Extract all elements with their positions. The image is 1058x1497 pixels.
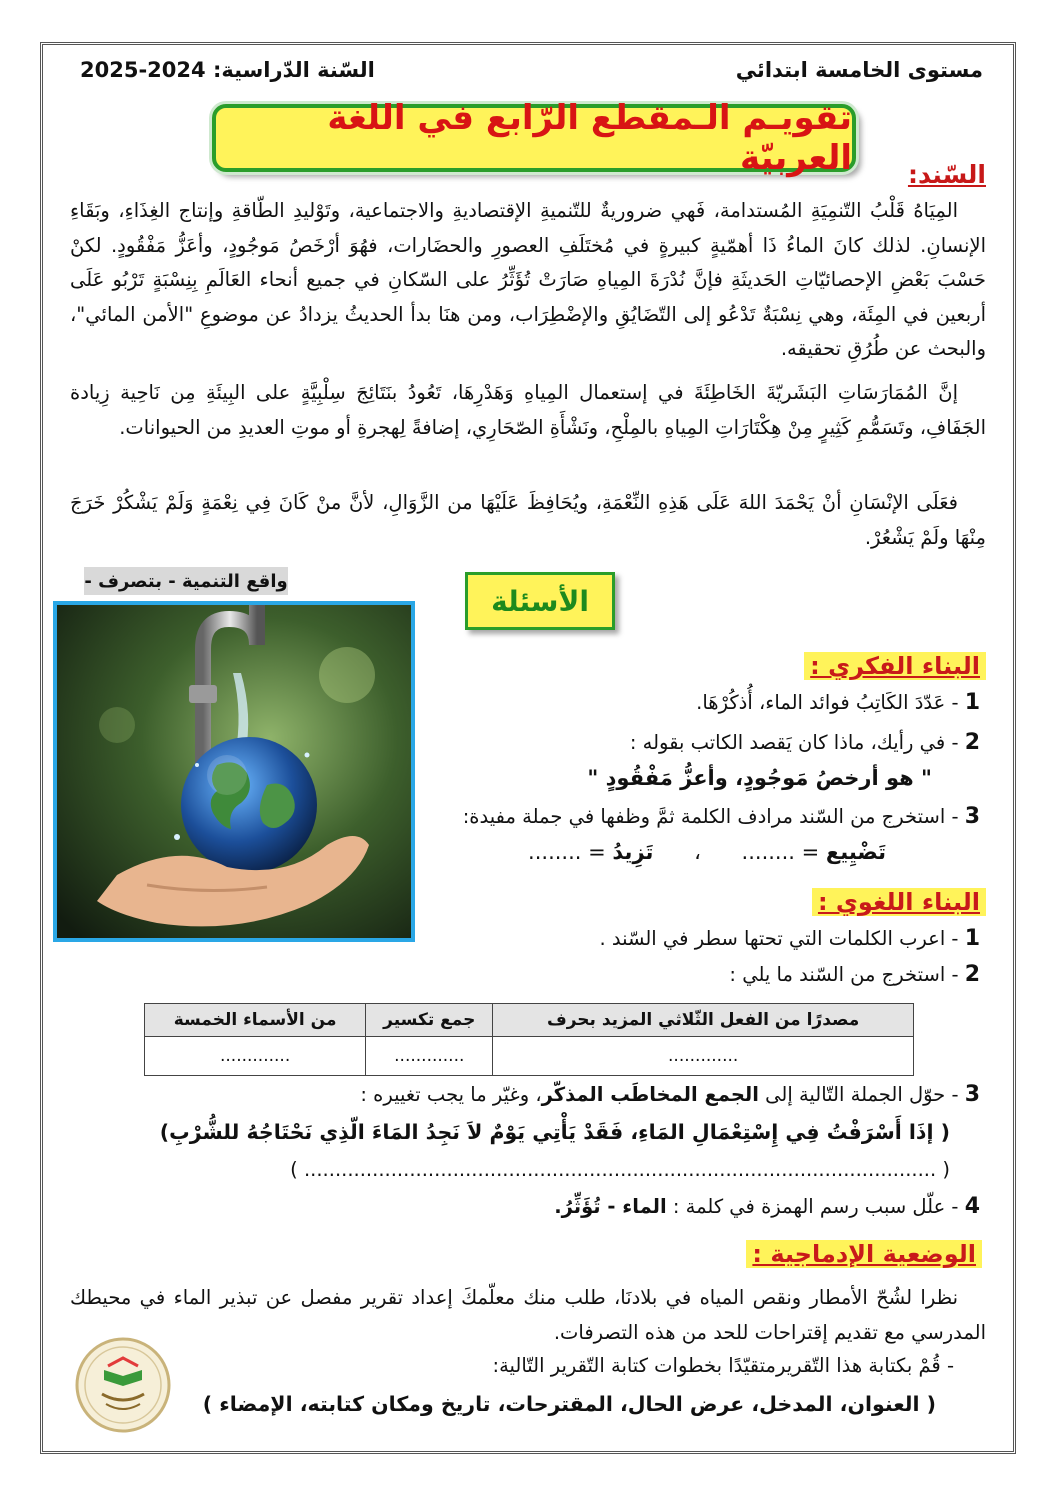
paragraph-2: إنَّ المُمَارَسَاتِ البَشَريّةَ الخَاطِئَةَ في إستعمال المِياهِ وَهَدْرِهَا، تَعُودُ بنَتَائِجَ سِلْبِيَّةٍ على البِيئَةِ مِن نَاحِية زِيادة الجَفَافِ، وتَسَمُّمِ كَثِيرٍ مِنْ هِكْتَارَاتِ المِياهِ بالمِلْحِ، ونَشْأَةِ الصّحَارِي، إضافةً لِهجرةِ أو موتِ العديدِ من الحيوانات. (70, 381, 986, 439)
s2-q2-text: - استخرج من السّند ما يلي : (729, 963, 959, 986)
table-header-cell: مصدرًا من الفعل الثّلاثي المزيد بحرف (493, 1004, 914, 1037)
school-year (80, 58, 375, 82)
s2-q2-number: 2 (964, 962, 980, 987)
s2-q3-text-pre: - حوّل الجملة التّالية إلى (765, 1083, 959, 1106)
table-header-cell: من الأسماء الخمسة (145, 1004, 366, 1037)
title-box (212, 98, 856, 178)
section-integration-label: الوضعية الإدماجية : (746, 1240, 982, 1268)
integration-steps: ( العنوان، المدخل، عرض الحال، المقترحات، تاريخ ومكان كتابته، الإمضاء ) (202, 1392, 936, 1416)
s1-question-3 (463, 804, 980, 829)
table-header-cell: جمع تكسير (366, 1004, 493, 1037)
s1-q3-words (528, 840, 886, 864)
questions-title-box (465, 572, 615, 630)
source-credit: واقع التنمية - بتصرف - (84, 567, 288, 595)
s1-q3-blank-2: = ........ (528, 840, 606, 864)
section-intellectual-label: البناء الفكري : (804, 652, 986, 680)
year-label: السّنة الدّراسية: (212, 58, 375, 82)
paragraph-3: فعَلَى الإنْسَانِ أنْ يَحْمَدَ اللهَ عَلَى هَذِهِ النِّعْمَةِ، ويُحَافِظَ عَلَيْهَا من الزَّوَالِ، لأنَّ منْ كَانَ فِي نِعْمَةٍ وَلَمْ يَشْكُرْ خَرَجَ مِنْهَا ولَمْ يَشْعُرْ. (70, 491, 986, 549)
s2-q1-text: - اعرب الكلمات التي تحتها سطر في السّند . (599, 927, 959, 950)
s1-q1-number: 1 (964, 690, 980, 715)
page-title: تقويـم الـمقطع الرّابع في اللغة العربيّة (327, 98, 852, 178)
s2-q3-text-bold: الجمع المخاطَب المذكّر (541, 1083, 759, 1106)
s1-q2-number: 2 (964, 730, 980, 755)
s2-question-2 (729, 962, 980, 987)
level-label: مستوى الخامسة ابتدائي (735, 58, 983, 82)
table-row (145, 1037, 914, 1076)
s1-question-1 (696, 690, 980, 715)
water-globe-photo (53, 601, 415, 942)
s1-q3-blank-1: = ........ (741, 840, 820, 864)
teacher-seal-logo (74, 1336, 172, 1434)
s2-q3-answer-line[interactable]: ( ...................................................................................................... ) (290, 1158, 950, 1181)
seal-icon (74, 1336, 172, 1434)
s2-q4-number: 4 (964, 1194, 980, 1219)
s1-question-2 (630, 730, 980, 755)
s2-q3-number: 3 (964, 1082, 980, 1107)
s1-q3-number: 3 (964, 804, 980, 829)
s2-q1-number: 1 (964, 926, 980, 951)
table-answer-cell[interactable]: ............. (493, 1037, 914, 1076)
s2-q4-words: الماء - تُؤَثِّرُ. (554, 1195, 667, 1218)
s1-q3-separator: ، (694, 840, 701, 864)
extraction-table (144, 1003, 914, 1076)
s2-question-3 (360, 1082, 980, 1107)
s2-q4-text: - علّل سبب رسم الهمزة في كلمة : (672, 1195, 959, 1218)
table-answer-cell[interactable]: ............. (145, 1037, 366, 1076)
paragraph-1: المِيَاهُ قَلْبُ التّنمِيَةِ المُستدامة، فَهي ضروريةٌ للتّنميةِ الإقتصاديةِ والاجتماعية، وتَوْليدِ الطّاقةِ وإنتاج الغِذَاءِ، وبَقَاءِ الإنسانِ. لذلك كانَ الماءُ ذَا أهمّيةٍ كبيرةٍ في مُختَلَفِ العصورِ والحضَارات، فهُوَ أرْخَصُ مَوجُودٍ، وأعَزُّ مَفْقُودٍ. لكنْ حَسْبَ بَعْضِ الإحصائيّاتِ الحَديثَةِ فإنَّ نُدْرَةَ المِياهِ صَارَتْ تُؤَثِّرُ على السّكانِ في جميع أنحاء العَالَمِ بِنِسْبَةٍ تَرْبُو عَلَى أربعين في المِئَة، وهي نِسْبَةٌ تَدْعُو إلى التّضَايُقِ والإضْطِرَاب، ومن هنَا بدأ الحديثُ يزدادُ عن موضوعِ "الأمن المائي"، والبحث عن طُرُقِ تحقيقه. (70, 199, 986, 360)
s2-q3-sentence: ( إذَا أَسْرَفْتُ فِي إِسْتِعْمَالِ المَاءِ، فَقَدْ يَأْتِي يَوْمٌ لاَ نَجِدُ المَاءَ الّذِي نَحْتَاجُهُ للشُّرْبِ) (159, 1120, 950, 1144)
integration-instruction: - قُمْ بكتابة هذا التّقريرمتقيّدًا بخطوات كتابة التّقرير التّالية: (492, 1354, 954, 1377)
s1-q2-quote: " هو أرخصُ مَوجُودٍ، وأعزُّ مَفْقُودٍ " (587, 766, 932, 790)
section-linguistic-label: البناء اللغوي : (812, 888, 986, 916)
table-answer-cell[interactable]: ............. (366, 1037, 493, 1076)
sanad-label: السّند: (907, 160, 986, 189)
s1-q2-text: - في رأيك، ماذا كان يَقصد الكاتب بقوله : (629, 731, 959, 754)
s1-q3-word-1: تَضْيِيع (825, 840, 886, 864)
questions-title: الأسئلة (491, 584, 589, 618)
s2-question-4 (554, 1194, 980, 1219)
s1-q3-word-2: تَزِيدُ (612, 840, 654, 864)
s1-q1-text: - عَدّدَ الكَاتِبُ فوائد الماء، أُذكُرْهَا. (696, 691, 959, 714)
integration-text: نظرا لشُحّ الأمطار ونقص المياه في بلادنَا، طلب منك معلّمكَ إعداد تقرير مفصل عن تبذير الماء في محيطك المدرسي مع تقديم إقتراحات للحد من هذه التصرفات. (70, 1286, 986, 1344)
s1-q3-text: - استخرج من السّند مرادف الكلمة ثمَّ وظفها في جملة مفيدة: (462, 805, 959, 828)
s2-question-1 (599, 926, 980, 951)
s2-q3-text-post: ، وغيّر ما يجب تغييره : (360, 1083, 542, 1106)
table-header-row (145, 1004, 914, 1037)
year-value: 2025-2024 (80, 58, 206, 82)
water-globe-image-icon (57, 605, 411, 938)
